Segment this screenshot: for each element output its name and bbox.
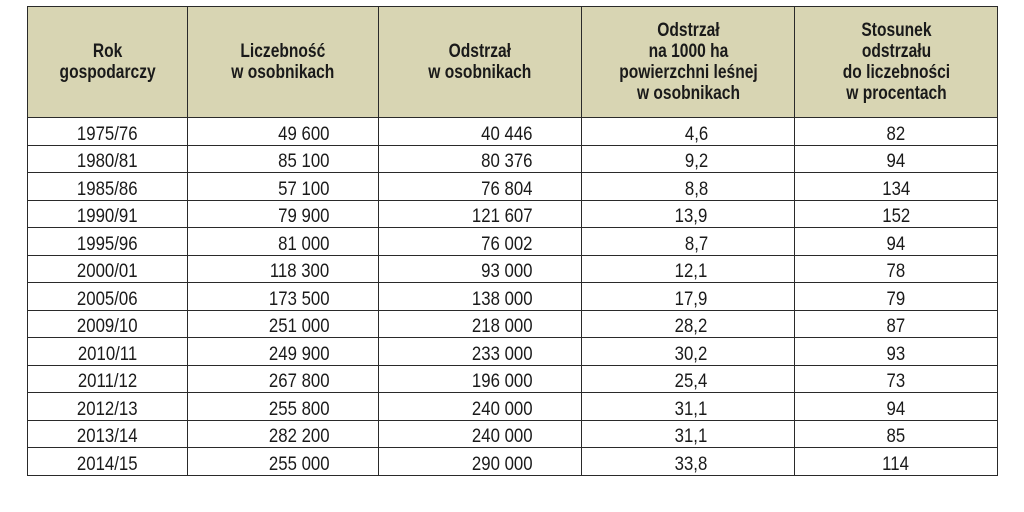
cell-cull xyxy=(379,338,582,366)
cell-year xyxy=(28,365,188,393)
cell-cull-per-1000ha xyxy=(582,200,795,228)
header-population xyxy=(231,41,334,83)
cell-population xyxy=(188,118,379,146)
cell-cull xyxy=(379,200,582,228)
cell-value: 1980/81 xyxy=(77,150,138,172)
header-line: gospodarczy xyxy=(59,62,156,83)
cell-value: 76 804 xyxy=(481,177,533,200)
cell-year xyxy=(28,255,188,283)
cell-cull-ratio xyxy=(795,255,998,283)
header-cell-cull-ratio xyxy=(795,7,998,118)
header-line: w osobnikach xyxy=(636,83,740,104)
cell-year xyxy=(28,420,188,448)
cell-cull-ratio xyxy=(795,228,998,256)
cell-value: 8,8 xyxy=(684,177,709,200)
cell-cull-per-1000ha xyxy=(582,310,795,338)
header-cull xyxy=(428,41,531,83)
header-line: odstrzału xyxy=(861,41,931,62)
cell-value: 1990/91 xyxy=(77,205,138,227)
cell-value: 76 002 xyxy=(481,232,533,255)
cell-population xyxy=(188,228,379,256)
cell-value: 93 000 xyxy=(481,260,533,282)
cell-cull xyxy=(379,255,582,283)
cell-year xyxy=(28,228,188,256)
cell-cull xyxy=(379,365,582,393)
cell-value: 2011/12 xyxy=(77,370,138,392)
header-line: w osobnikach xyxy=(428,62,532,83)
header-line: Odstrzał xyxy=(656,20,720,41)
header-line: Rok xyxy=(92,41,123,62)
cell-value: 93 xyxy=(886,342,906,365)
cell-cull xyxy=(379,228,582,256)
cell-value: 31,1 xyxy=(674,397,708,420)
cell-population xyxy=(188,393,379,421)
cell-population xyxy=(188,173,379,201)
cell-cull-ratio xyxy=(795,283,998,311)
cell-cull xyxy=(379,310,582,338)
cell-value: 57 100 xyxy=(278,177,330,200)
cell-value: 290 000 xyxy=(471,452,533,475)
cell-cull-per-1000ha xyxy=(582,448,795,476)
table-row xyxy=(28,118,998,146)
cell-cull-per-1000ha xyxy=(582,283,795,311)
cell-cull-per-1000ha xyxy=(582,365,795,393)
cell-value: 4,6 xyxy=(684,122,709,145)
cell-value: 94 xyxy=(886,397,906,420)
cell-population xyxy=(188,420,379,448)
header-cell-year xyxy=(28,7,188,118)
cell-year xyxy=(28,393,188,421)
cell-value: 33,8 xyxy=(674,452,708,475)
table-row xyxy=(28,420,998,448)
cell-cull xyxy=(379,283,582,311)
cell-value: 81 000 xyxy=(278,232,330,255)
cell-value: 240 000 xyxy=(471,425,533,447)
cell-value: 94 xyxy=(886,232,906,255)
cell-value: 79 900 xyxy=(278,205,330,227)
cell-year xyxy=(28,310,188,338)
cell-value: 80 376 xyxy=(481,150,533,172)
cell-value: 251 000 xyxy=(268,315,330,337)
cell-year xyxy=(28,118,188,146)
table-row xyxy=(28,448,998,476)
table-row xyxy=(28,255,998,283)
cell-value: 2013/14 xyxy=(77,425,138,447)
header-line: w procentach xyxy=(845,83,947,104)
cell-value: 2010/11 xyxy=(77,342,138,365)
cell-value: 118 300 xyxy=(269,260,330,282)
cell-population xyxy=(188,283,379,311)
table-header xyxy=(28,7,998,118)
header-cull-ratio xyxy=(842,20,949,104)
cell-population xyxy=(188,365,379,393)
cell-cull-ratio xyxy=(795,118,998,146)
cell-value: 1995/96 xyxy=(77,232,138,255)
cell-value: 196 000 xyxy=(471,370,533,392)
table-row xyxy=(28,228,998,256)
cell-value: 49 600 xyxy=(278,122,330,145)
cell-year xyxy=(28,200,188,228)
cell-value: 218 000 xyxy=(471,315,533,337)
cell-value: 31,1 xyxy=(674,425,708,447)
cell-value: 267 800 xyxy=(268,370,330,392)
header-year xyxy=(59,41,155,83)
cell-cull xyxy=(379,448,582,476)
cell-value: 121 607 xyxy=(471,205,533,227)
cell-value: 28,2 xyxy=(674,315,708,337)
cell-value: 173 500 xyxy=(268,287,330,310)
cell-value: 94 xyxy=(886,150,906,172)
header-line: Liczebność xyxy=(240,41,326,62)
cell-population xyxy=(188,145,379,173)
cell-value: 2005/06 xyxy=(77,287,138,310)
cell-cull-per-1000ha xyxy=(582,420,795,448)
table-body xyxy=(28,118,998,476)
cell-cull xyxy=(379,145,582,173)
cell-value: 1975/76 xyxy=(77,122,138,145)
cell-cull-ratio xyxy=(795,365,998,393)
cell-cull xyxy=(379,420,582,448)
cell-cull-per-1000ha xyxy=(582,338,795,366)
cell-value: 2000/01 xyxy=(77,260,138,282)
cell-year xyxy=(28,145,188,173)
cell-value: 87 xyxy=(886,315,906,337)
header-line: do liczebności xyxy=(842,62,950,83)
cell-cull-ratio xyxy=(795,448,998,476)
cell-value: 12,1 xyxy=(674,260,708,282)
cell-value: 255 800 xyxy=(268,397,330,420)
cell-year xyxy=(28,338,188,366)
cell-value: 2012/13 xyxy=(77,397,138,420)
cell-value: 2009/10 xyxy=(77,315,138,337)
cell-value: 82 xyxy=(886,122,906,145)
cell-population xyxy=(188,338,379,366)
cell-cull-ratio xyxy=(795,393,998,421)
cell-cull-ratio xyxy=(795,420,998,448)
cell-value: 78 xyxy=(886,260,906,282)
cell-cull-per-1000ha xyxy=(582,145,795,173)
cell-value: 138 000 xyxy=(471,287,533,310)
cell-value: 249 900 xyxy=(268,342,330,365)
cell-cull xyxy=(379,118,582,146)
cell-cull-per-1000ha xyxy=(582,173,795,201)
cell-value: 73 xyxy=(886,370,906,392)
cell-value: 114 xyxy=(882,452,910,475)
cell-value: 9,2 xyxy=(684,150,709,172)
table-row xyxy=(28,173,998,201)
header-line: na 1000 ha xyxy=(648,41,728,62)
cell-value: 85 xyxy=(886,425,906,447)
header-line: Stosunek xyxy=(860,20,932,41)
cell-value: 255 000 xyxy=(268,452,330,475)
cell-value: 282 200 xyxy=(268,425,330,447)
cell-population xyxy=(188,310,379,338)
header-cull-per-1000ha xyxy=(619,20,758,104)
cell-year xyxy=(28,448,188,476)
cell-value: 79 xyxy=(886,287,906,310)
cell-value: 30,2 xyxy=(674,342,708,365)
cell-cull-per-1000ha xyxy=(582,393,795,421)
cell-value: 13,9 xyxy=(674,205,708,227)
cell-value: 240 000 xyxy=(471,397,533,420)
cell-value: 85 100 xyxy=(278,150,330,172)
cell-population xyxy=(188,448,379,476)
cell-population xyxy=(188,200,379,228)
cell-cull-ratio xyxy=(795,310,998,338)
cell-cull-per-1000ha xyxy=(582,228,795,256)
header-line: Odstrzał xyxy=(448,41,512,62)
cell-cull-per-1000ha xyxy=(582,118,795,146)
header-row xyxy=(28,7,998,118)
cell-value: 25,4 xyxy=(674,370,708,392)
table-row xyxy=(28,200,998,228)
cell-value: 233 000 xyxy=(471,342,533,365)
cell-population xyxy=(188,255,379,283)
cell-cull-per-1000ha xyxy=(582,255,795,283)
cell-cull xyxy=(379,393,582,421)
table-row xyxy=(28,365,998,393)
header-line: powierzchni leśnej xyxy=(618,62,758,83)
cell-cull-ratio xyxy=(795,338,998,366)
cell-value: 17,9 xyxy=(674,287,708,310)
cell-cull-ratio xyxy=(795,145,998,173)
cell-cull-ratio xyxy=(795,173,998,201)
table-row xyxy=(28,283,998,311)
header-cell-population xyxy=(188,7,379,118)
cell-value: 40 446 xyxy=(481,122,533,145)
header-cell-cull-per-1000ha xyxy=(582,7,795,118)
header-cell-cull xyxy=(379,7,582,118)
cell-value: 152 xyxy=(881,205,910,227)
cell-year xyxy=(28,173,188,201)
cell-cull-ratio xyxy=(795,200,998,228)
table-row xyxy=(28,393,998,421)
cell-value: 8,7 xyxy=(684,232,709,255)
cell-value: 134 xyxy=(881,177,910,200)
data-table xyxy=(27,6,998,476)
header-line: w osobnikach xyxy=(231,62,335,83)
cell-value: 2014/15 xyxy=(77,452,138,475)
cell-cull xyxy=(379,173,582,201)
cell-value: 1985/86 xyxy=(77,177,138,200)
table-row xyxy=(28,310,998,338)
cell-year xyxy=(28,283,188,311)
table-row xyxy=(28,145,998,173)
table-row xyxy=(28,338,998,366)
